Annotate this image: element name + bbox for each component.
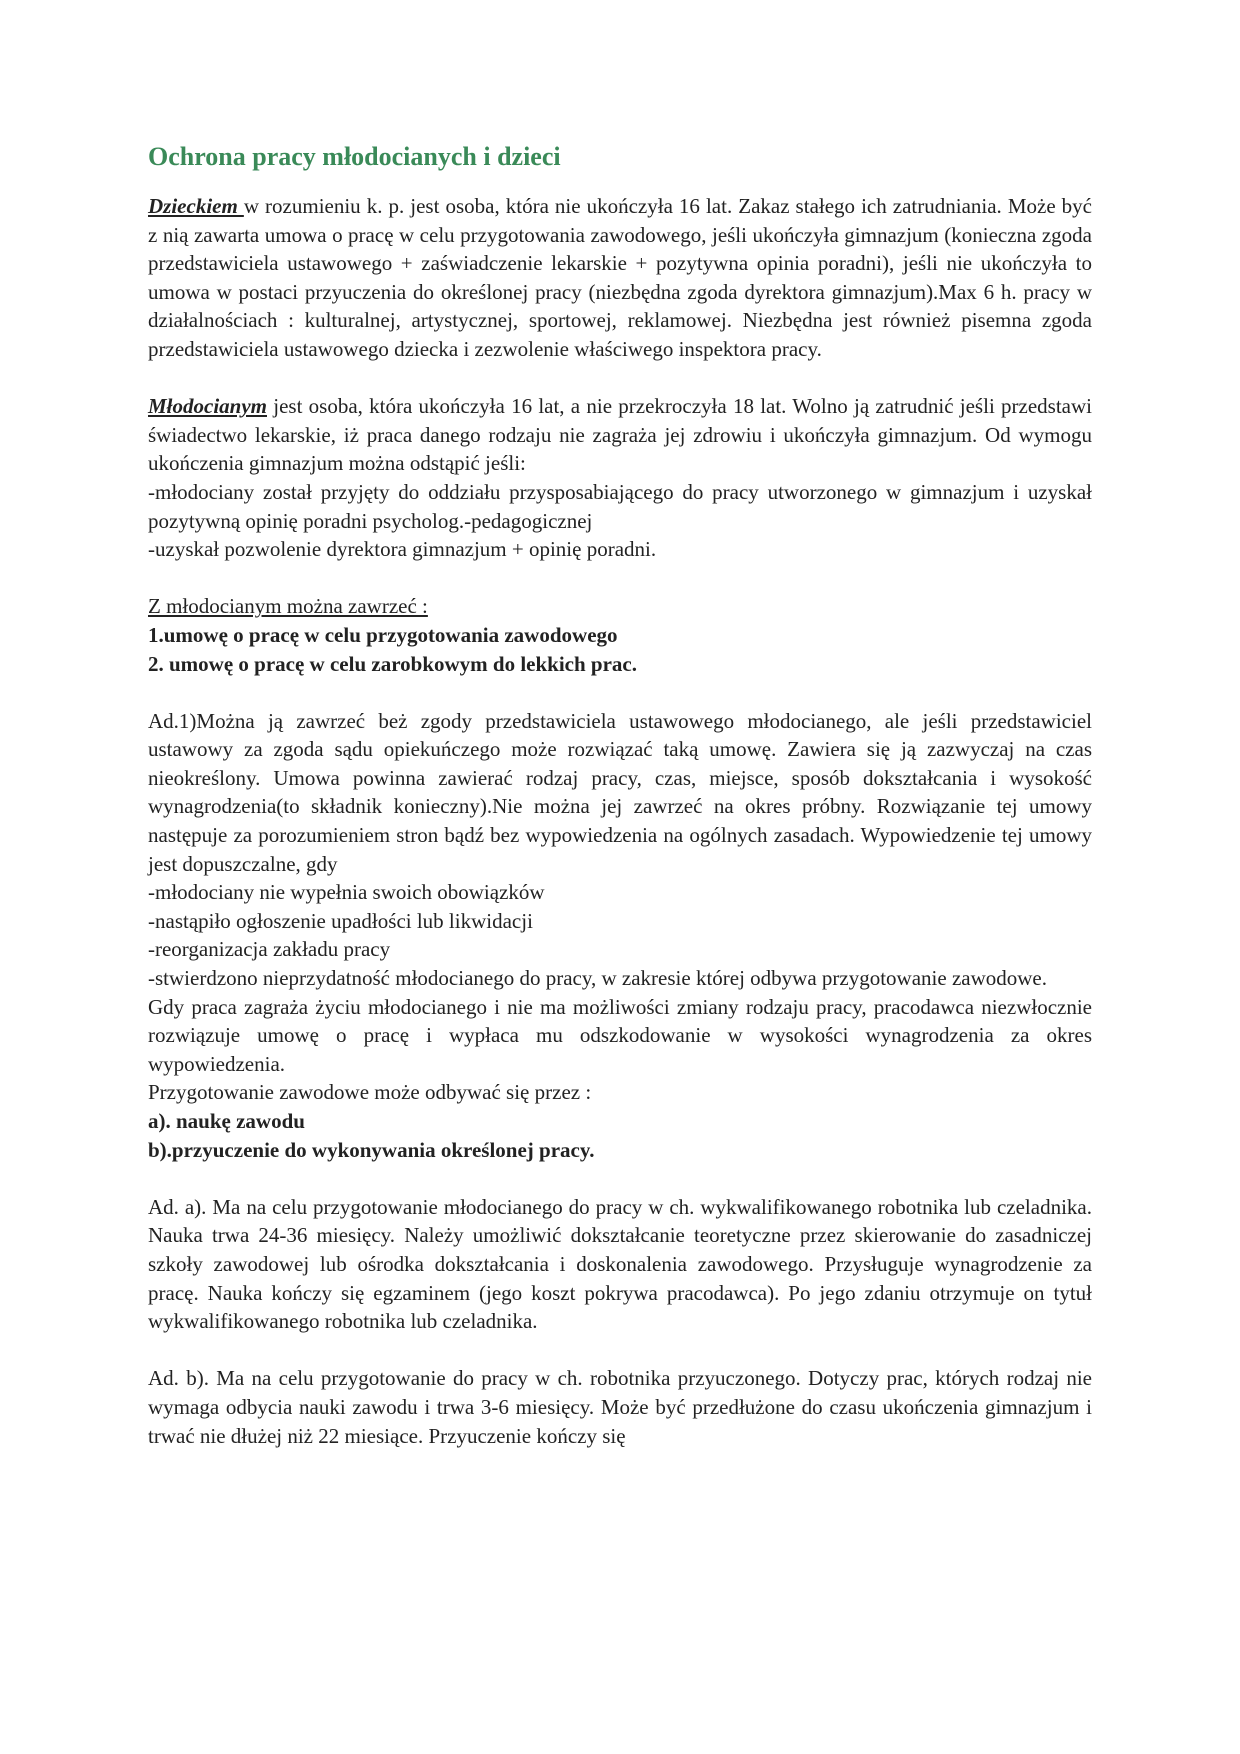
dziecko-text: w rozumieniu k. p. jest osoba, która nie ukończyła 16 lat. Zakaz stałego ich zatrudniania. Może być z nią zawarta umowa o pracę w celu przygotowania zawodowego, jeśli ukończyła gimnazjum (konieczna zgoda przedstawiciela ustawowego + zaświadczenie lekarskie + pozytywna opinia poradni), jeśli nie ukończyła to umowa w postaci przyuczenia do określonej pracy (niezbędna zgoda dyrektora gimnazjum).Max 6 h. pracy w działalnościach : kulturalnej, artystycznej, sportowej, reklamowej. Niezbędna jest również pisemna zgoda przedstawiciela ustawowego dziecka i zezwolenie właściwego inspektora pracy. [148, 194, 1092, 361]
paragraph-ad-a: Ad. a). Ma na celu przygotowanie młodocianego do pracy w ch. wykwalifikowanego robotnika lub czeladnika. Nauka trwa 24-36 miesięcy. Należy umożliwić dokształcanie teoretyczne przez skierowanie do zasadniczej szkoły zawodowej lub ośrodka dokształcania i doskonalenia zawodowego. Przysługuje wynagrodzenie za pracę. Nauka kończy się egzaminem (jego koszt pokrywa pracodawca). Po jego zdaniu otrzymuje on tytuł wykwalifikowanego robotnika lub czeladnika. [148, 1194, 1092, 1334]
list-item: -młodociany został przyjęty do oddziału przysposabiającego do pracy utworzonego w gimnazjum i uzyskał pozytywną opinię poradni psycholog.-pedagogicznej [148, 479, 1092, 533]
paragraph-dziecko [148, 192, 1092, 364]
paragraph-mlodociany [148, 392, 1092, 478]
list-item: -reorganizacja zakładu pracy [148, 937, 391, 962]
umowy-heading: Z młodocianym można zawrzeć : [148, 594, 428, 619]
paragraph-ad-b: Ad. b). Ma na celu przygotowanie do pracy w ch. robotnika przyuczonego. Dotyczy prac, których rodzaj nie wymaga odbycia nauki zawodu i trwa 3-6 miesięcy. Może być przedłużone do czasu ukończenia gimnazjum i trwać nie dłużej niż 22 miesiące. Przyuczenie kończy się [148, 1366, 1092, 1448]
mlodociany-text: jest osoba, która ukończyła 16 lat, a nie przekroczyła 18 lat. Wolno ją zatrudnić jeśli przedstawi świadectwo lekarskie, iż praca danego rodzaju nie zagraża jej zdrowiu i ukończyła gimnazjum. Od wymogu ukończenia gimnazjum można odstąpić jeśli: [148, 394, 1092, 476]
list-item: -nastąpiło ogłoszenie upadłości lub likwidacji [148, 908, 533, 933]
form-item: b).przyuczenie do wykonywania określonej pracy. [148, 1137, 595, 1162]
document-page [148, 140, 1092, 1450]
document-title: Ochrona pracy młodocianych i dzieci [148, 142, 561, 171]
form-item: a). naukę zawodu [148, 1109, 305, 1133]
term-mlodocianym: Młodocianym [148, 394, 267, 419]
list-item: -młodociany nie wypełnia swoich obowiązków [148, 880, 545, 905]
list-item: -stwierdzono nieprzydatność młodocianego do pracy, w zakresie której odbywa przygotowanie zawodowe. [148, 966, 1047, 991]
umowa-item: 1.umowę o pracę w celu przygotowania zawodowego [148, 622, 618, 647]
paragraph-gdy: Gdy praca zagraża życiu młodocianego i nie ma możliwości zmiany rodzaju pracy, pracodawca niezwłocznie rozwiązuje umowę o pracę i wypłaca mu odszkodowanie w wysokości wynagrodzenia za okres wypowiedzenia. [148, 994, 1092, 1076]
paragraph-przygotowanie: Przygotowanie zawodowe może odbywać się przez : [148, 1080, 592, 1105]
term-dzieckiem: Dzieckiem [148, 194, 244, 218]
paragraph-ad1: Ad.1)Można ją zawrzeć beż zgody przedstawiciela ustawowego młodocianego, ale jeśli przedstawiciel ustawowy za zgoda sądu opiekuńczego może rozwiązać taką umowę. Zawiera się ją zazwyczaj na czas nieokreślony. Umowa powinna zawierać rodzaj pracy, czas, miejsce, sposób dokształcania i wysokość wynagrodzenia(to składnik konieczny).Nie można jej zawrzeć na okres próbny. Rozwiązanie tej umowy następuje za porozumieniem stron bądź bez wypowiedzenia na ogólnych zasadach. Wypowiedzenie tej umowy jest dopuszczalne, gdy [148, 708, 1092, 876]
list-item: -uzyskał pozwolenie dyrektora gimnazjum + opinię poradni. [148, 537, 657, 562]
umowa-item: 2. umowę o pracę w celu zarobkowym do lekkich prac. [148, 651, 637, 676]
